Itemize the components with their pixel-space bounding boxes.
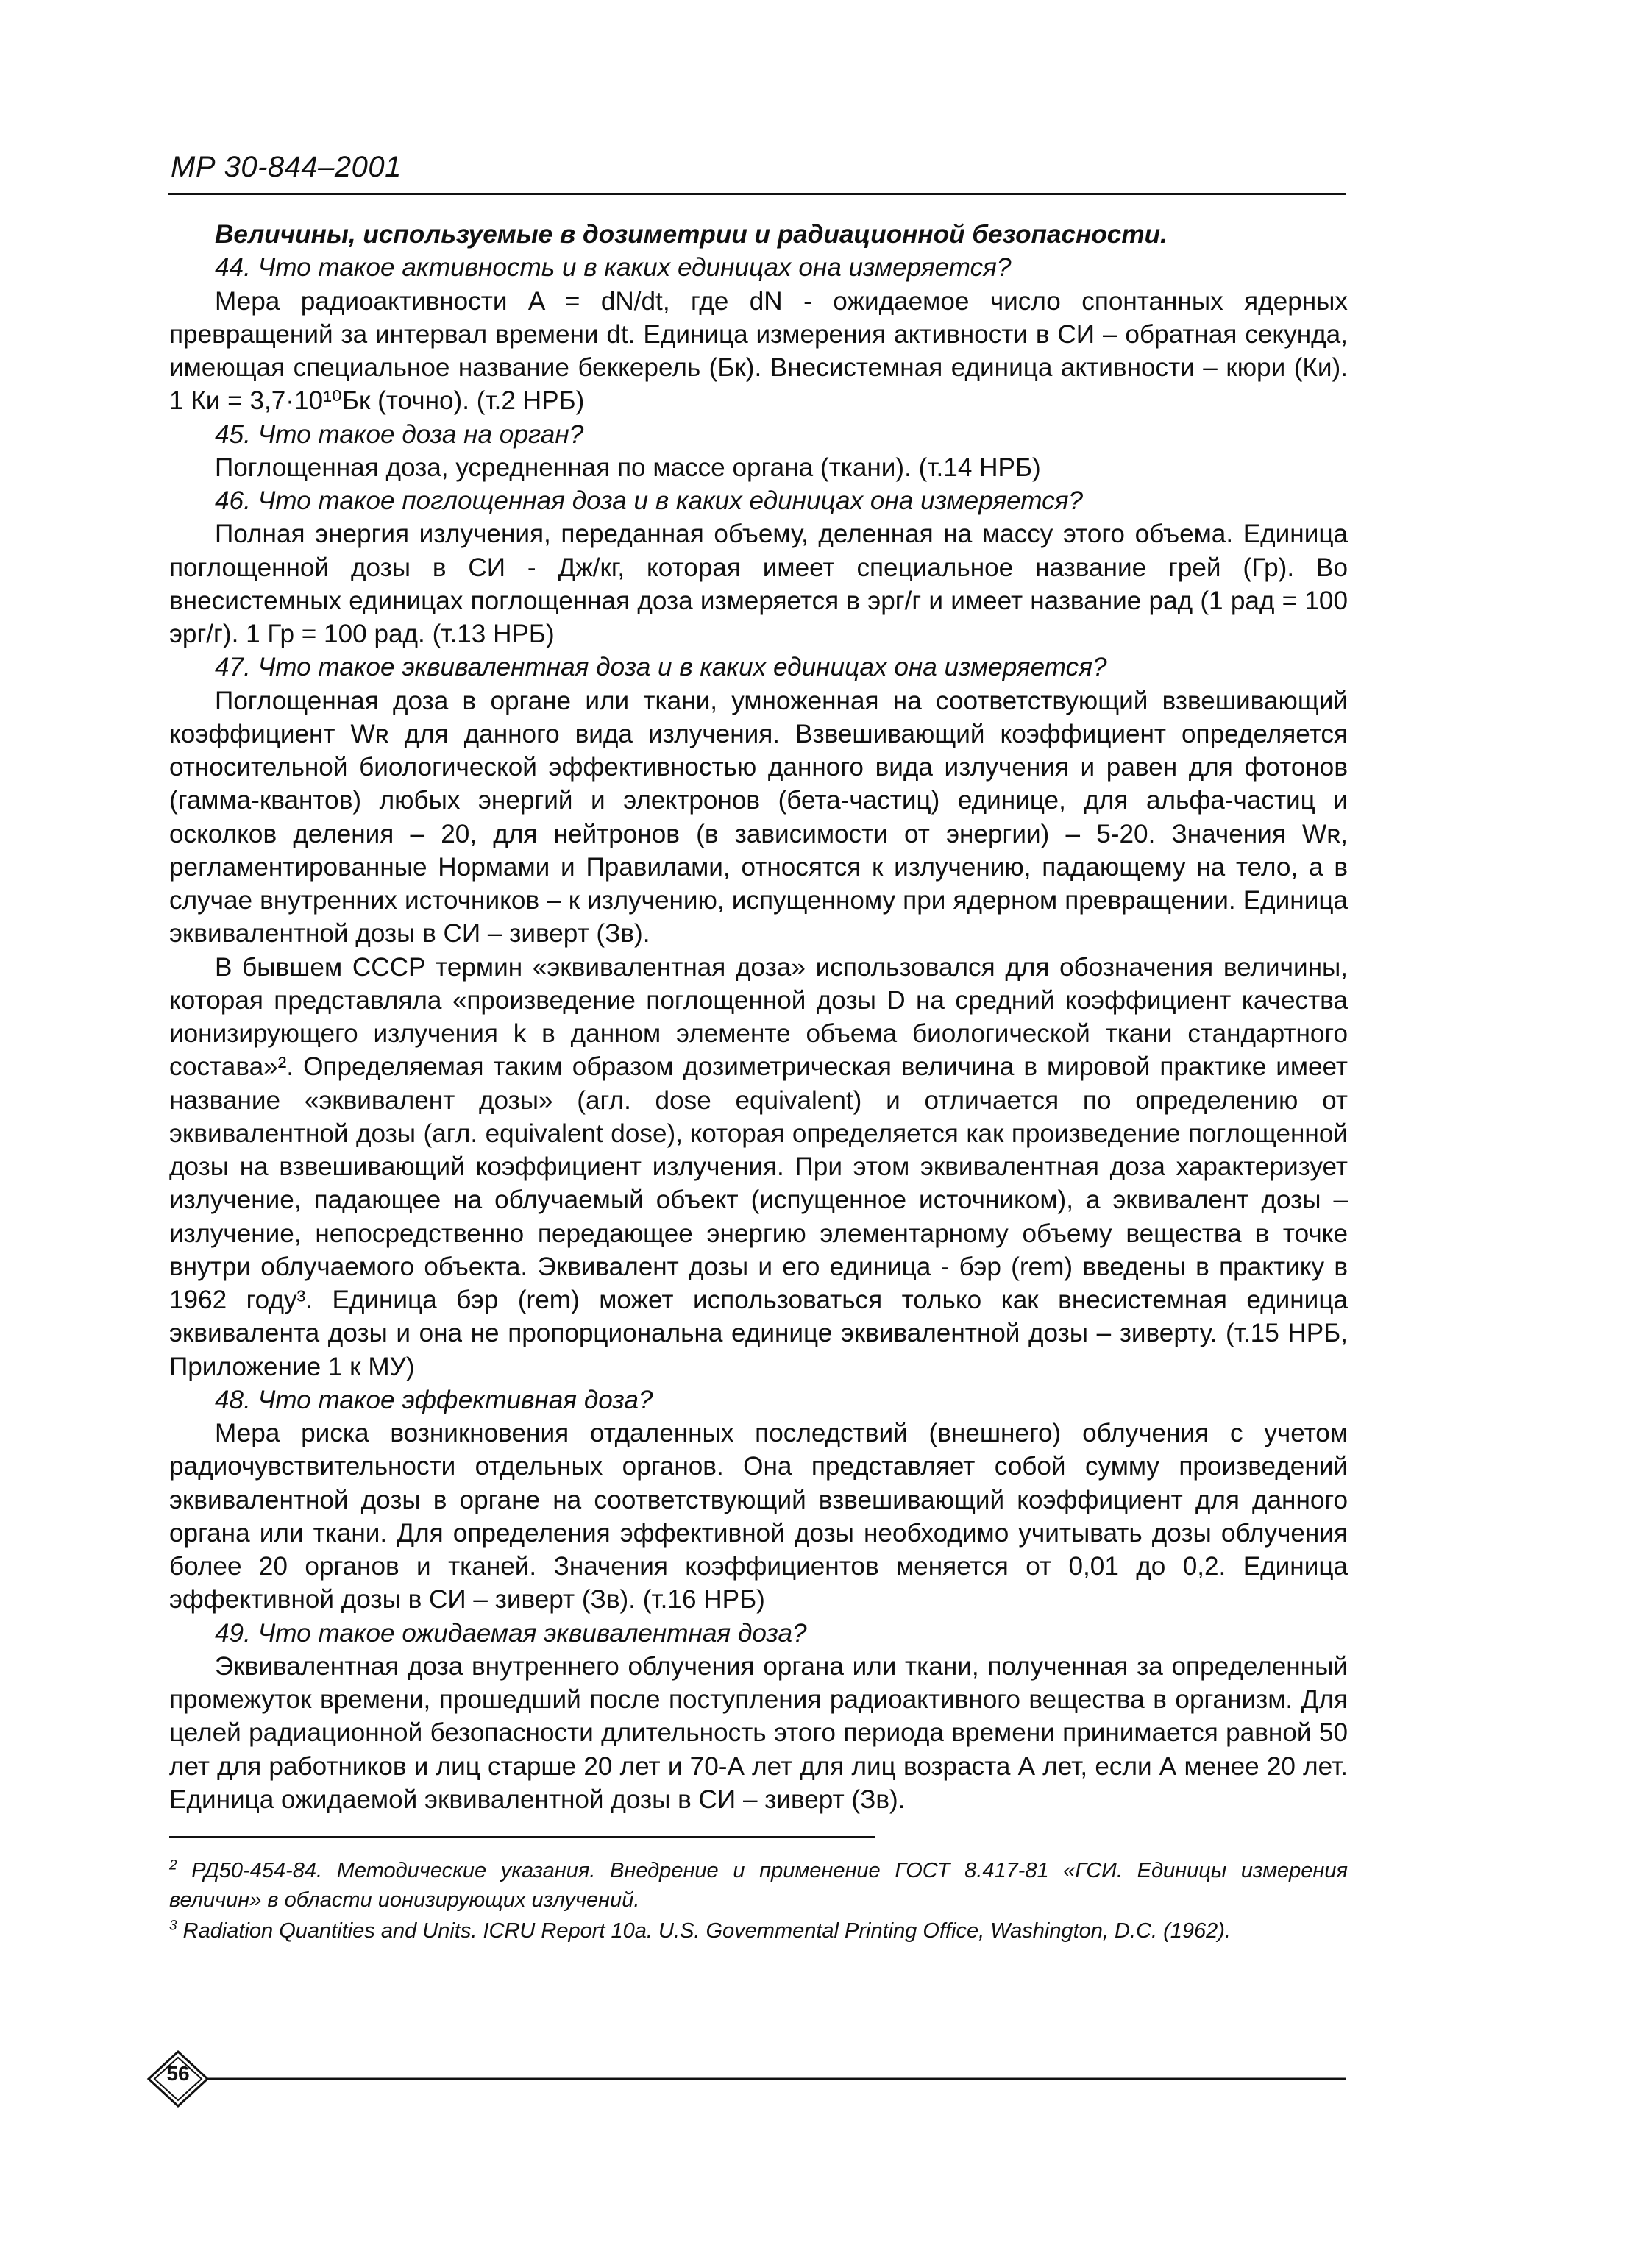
footnote-text: РД50-454-84. Методические указания. Внедрение и применение ГОСТ 8.417-81 «ГСИ. Единицы измерения величин» в области ионизирующих излучений. xyxy=(169,1859,1348,1912)
question-47: 47. Что такое эквивалентная доза и в каких единицах она измеряется? xyxy=(215,653,1107,682)
document-code: МР 30-844–2001 xyxy=(171,151,402,183)
answer-48: Мера риска возникновения отдаленных последствий (внешнего) облучения с учетом радиочувствительности отдельных органов. Она представляет собой сумму произведений эквивалентной дозы в органе на соответствующий взвешивающий коэффициент для данного органа или ткани. Для определения эффективной дозы необходимо учитывать дозы облучения более 20 органов и тканей. Значения коэффициентов меняется от 0,01 до 0,2. Единица эффективной дозы в СИ – зиверт (Зв). (т.16 НРБ) xyxy=(169,1419,1348,1615)
answer-44: Мера радиоактивности A = dN/dt, где dN - ожидаемое число спонтанных ядерных превращений за интервал времени dt. Единица измерения активности в СИ – обратная секунда, имеющая специальное название беккерель (Бк). Внесистемная единица активности – кюри (Ки). 1 Ки = 3,7·10¹⁰Бк (точно). (т.2 НРБ) xyxy=(169,286,1348,416)
page-number-diamond-icon xyxy=(146,2047,1352,2111)
question-44: 44. Что такое активность и в каких единицах она измеряется? xyxy=(215,253,1012,283)
question-45: 45. Что такое доза на орган? xyxy=(215,419,584,449)
question-48: 48. Что такое эффективная доза? xyxy=(215,1385,653,1414)
answer-46: Полная энергия излучения, переданная объему, деленная на массу этого объема. Единица поглощенной дозы в СИ - Дж/кг, которая имеет специальное название грей (Гр). Во внесистемных единицах поглощенная доза измеряется в эрг/г и имеет название рад (1 рад = 100 эрг/г). 1 Гр = 100 рад. (т.13 НРБ) xyxy=(169,520,1348,648)
footnote-mark: 2 xyxy=(169,1857,177,1874)
question-49: 49. Что такое ожидаемая эквивалентная доза? xyxy=(215,1618,807,1648)
answer-47: Поглощенная доза в органе или ткани, умноженная на соответствующий взвешивающий коэффициент Wʀ для данного вида излучения. Взвешивающий коэффициент определяется относительной биологической эффективностью данного вида излучения и равен для фотонов (гамма-квантов) любых энергий и электронов (бета-частиц) единице, для альфа-частиц и осколков деления – 20, для нейтронов (в зависимости от энергии) – 5-20. Значения Wʀ, регламентированные Нормами и Правилами, относятся к излучению, падающему на тело, а в случае внутренних источников – к излучению, испущенному при ядерном превращении. Единица эквивалентной дозы в СИ – зиверт (Зв). xyxy=(169,686,1348,949)
answer-47-continued: В бывшем СССР термин «эквивалентная доза» использовался для обозначения величины, которая представляла «произведение поглощенной дозы D на средний коэффициент качества ионизирующего излучения k в данном элементе объема биологической ткани стандартного состава»². Определяемая таким образом дозиметрическая величина в мировой практике имеет название «эквивалент дозы» (агл. dose equivalent) и отличается по определению от эквивалентной дозы (агл. equivalent dose), которая определяется как произведение поглощенной дозы на взвешивающий коэффициент излучения. При этом эквивалентная доза характеризует излучение, падающее на облучаемый объект (испущенное источником), а эквивалент дозы – излучение, непосредственно передающее энергию элементарному объему вещества в точке внутри облучаемого объекта. Эквивалент дозы и его единица - бэр (rem) введены в практику в 1962 году³. Единица бэр (rem) может использоваться только как внесистемная единица эквивалента дозы и она не пропорциональна единице эквивалентной дозы – зиверту. (т.15 НРБ, Приложение 1 к МУ) xyxy=(169,952,1348,1381)
footnote-text: Radiation Quantities and Units. ICRU Report 10a. U.S. Govemmental Printing Office, Washington, D.C. (1962). xyxy=(182,1919,1231,1943)
question-46: 46. Что такое поглощенная доза и в каких единицах она измеряется? xyxy=(215,486,1084,515)
page-number: 56 xyxy=(166,2062,190,2085)
answer-45: Поглощенная доза, усредненная по массе органа (ткани). (т.14 НРБ) xyxy=(215,453,1041,482)
footnote-2 xyxy=(169,1856,1348,1915)
footnotes xyxy=(169,1856,1348,1947)
section-title: Величины, используемые в дозиметрии и радиационной безопасности. xyxy=(215,220,1168,249)
footnote-3 xyxy=(169,1916,1348,1946)
document-body xyxy=(169,218,1348,1816)
footnote-mark: 3 xyxy=(169,1918,177,1934)
footnote-rule xyxy=(169,1836,875,1838)
page-number-marker xyxy=(146,2047,1352,2111)
header-rule xyxy=(168,193,1346,195)
answer-49: Эквивалентная доза внутреннего облучения органа или ткани, полученная за определенный промежуток времени, прошедший после поступления радиоактивного вещества в организм. Для целей радиационной безопасности длительность этого периода времени принимается равной 50 лет для работников и лиц старше 20 лет и 70-А лет для лиц возраста А лет, если А менее 20 лет. Единица ожидаемой эквивалентной дозы в СИ – зиверт (Зв). xyxy=(169,1651,1348,1814)
